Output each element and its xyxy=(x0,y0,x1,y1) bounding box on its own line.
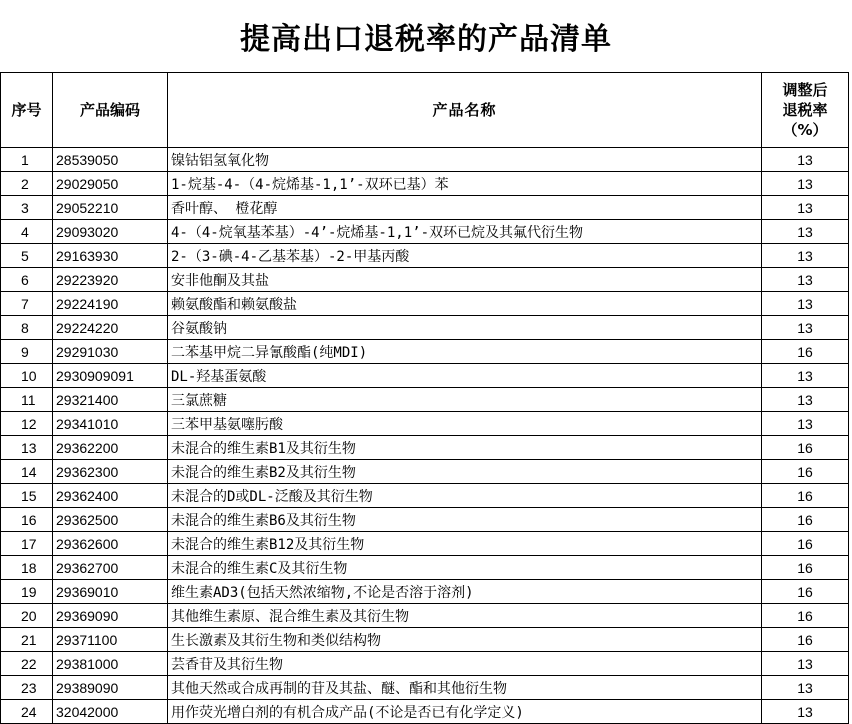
cell-rate: 16 xyxy=(762,556,849,580)
cell-code: 29321400 xyxy=(53,388,168,412)
cell-name: 二苯基甲烷二异氰酸酯(纯MDI) xyxy=(168,340,762,364)
cell-name: 赖氨酸酯和赖氨酸盐 xyxy=(168,292,762,316)
cell-code: 29381000 xyxy=(53,652,168,676)
cell-seq: 4 xyxy=(1,220,53,244)
cell-rate: 16 xyxy=(762,436,849,460)
cell-rate: 13 xyxy=(762,388,849,412)
cell-code: 29341010 xyxy=(53,412,168,436)
cell-rate: 13 xyxy=(762,700,849,724)
cell-seq: 19 xyxy=(1,580,53,604)
cell-seq: 16 xyxy=(1,508,53,532)
table-row xyxy=(1,220,849,244)
cell-name: 1-烷基-4-（4-烷烯基-1,1’-双环已基）苯 xyxy=(168,172,762,196)
table-row xyxy=(1,484,849,508)
cell-rate: 13 xyxy=(762,412,849,436)
header-rate xyxy=(762,73,849,148)
cell-seq: 22 xyxy=(1,652,53,676)
table-row xyxy=(1,364,849,388)
cell-seq: 11 xyxy=(1,388,53,412)
cell-code: 29093020 xyxy=(53,220,168,244)
cell-code: 29362600 xyxy=(53,532,168,556)
table-row xyxy=(1,292,849,316)
cell-code: 29029050 xyxy=(53,172,168,196)
cell-seq: 17 xyxy=(1,532,53,556)
cell-code: 29371100 xyxy=(53,628,168,652)
cell-rate: 13 xyxy=(762,268,849,292)
cell-code: 29389090 xyxy=(53,676,168,700)
cell-rate: 13 xyxy=(762,244,849,268)
cell-seq: 15 xyxy=(1,484,53,508)
cell-name: 三氯蔗糖 xyxy=(168,388,762,412)
cell-seq: 6 xyxy=(1,268,53,292)
product-table xyxy=(0,72,849,724)
table-row xyxy=(1,556,849,580)
cell-code: 29362300 xyxy=(53,460,168,484)
table-row xyxy=(1,244,849,268)
table-row xyxy=(1,652,849,676)
table-row xyxy=(1,604,849,628)
cell-name: 未混合的D或DL-泛酸及其衍生物 xyxy=(168,484,762,508)
table-row xyxy=(1,460,849,484)
cell-seq: 9 xyxy=(1,340,53,364)
header-name: 产品名称 xyxy=(168,73,762,148)
header-row xyxy=(1,73,849,148)
table-row xyxy=(1,196,849,220)
cell-code: 29362500 xyxy=(53,508,168,532)
cell-code: 29052210 xyxy=(53,196,168,220)
cell-seq: 14 xyxy=(1,460,53,484)
header-rate-line2: 退税率 xyxy=(782,101,828,119)
header-code: 产品编码 xyxy=(53,73,168,148)
cell-code: 29369090 xyxy=(53,604,168,628)
cell-name: 2-（3-碘-4-乙基苯基）-2-甲基丙酸 xyxy=(168,244,762,268)
cell-name: 镍钴铝氢氧化物 xyxy=(168,148,762,172)
table-row xyxy=(1,172,849,196)
cell-seq: 10 xyxy=(1,364,53,388)
cell-code: 29362700 xyxy=(53,556,168,580)
table-row xyxy=(1,148,849,172)
cell-seq: 23 xyxy=(1,676,53,700)
cell-seq: 13 xyxy=(1,436,53,460)
cell-name: DL-羟基蛋氨酸 xyxy=(168,364,762,388)
header-seq: 序号 xyxy=(1,73,53,148)
cell-rate: 16 xyxy=(762,628,849,652)
cell-rate: 16 xyxy=(762,532,849,556)
cell-code: 29362400 xyxy=(53,484,168,508)
cell-name: 三苯甲基氨噻肟酸 xyxy=(168,412,762,436)
cell-name: 安非他酮及其盐 xyxy=(168,268,762,292)
cell-code: 29224190 xyxy=(53,292,168,316)
table-row xyxy=(1,340,849,364)
cell-name: 未混合的维生素B1及其衍生物 xyxy=(168,436,762,460)
cell-name: 香叶醇、 橙花醇 xyxy=(168,196,762,220)
cell-name: 维生素AD3(包括天然浓缩物,不论是否溶于溶剂) xyxy=(168,580,762,604)
table-row xyxy=(1,628,849,652)
cell-name: 芸香苷及其衍生物 xyxy=(168,652,762,676)
table-row xyxy=(1,316,849,340)
cell-seq: 21 xyxy=(1,628,53,652)
header-rate-line3: （%） xyxy=(782,121,828,139)
table-body xyxy=(1,148,849,724)
cell-name: 其他维生素原、混合维生素及其衍生物 xyxy=(168,604,762,628)
cell-name: 用作荧光增白剂的有机合成产品(不论是否已有化学定义) xyxy=(168,700,762,724)
cell-rate: 16 xyxy=(762,340,849,364)
cell-seq: 12 xyxy=(1,412,53,436)
cell-seq: 3 xyxy=(1,196,53,220)
cell-rate: 13 xyxy=(762,652,849,676)
cell-code: 29362200 xyxy=(53,436,168,460)
cell-rate: 13 xyxy=(762,316,849,340)
cell-code: 32042000 xyxy=(53,700,168,724)
cell-seq: 1 xyxy=(1,148,53,172)
table-row xyxy=(1,532,849,556)
cell-rate: 13 xyxy=(762,292,849,316)
cell-seq: 8 xyxy=(1,316,53,340)
cell-seq: 24 xyxy=(1,700,53,724)
cell-seq: 2 xyxy=(1,172,53,196)
cell-name: 生长激素及其衍生物和类似结构物 xyxy=(168,628,762,652)
cell-rate: 16 xyxy=(762,460,849,484)
cell-rate: 13 xyxy=(762,676,849,700)
cell-code: 2930909091 xyxy=(53,364,168,388)
cell-seq: 7 xyxy=(1,292,53,316)
cell-seq: 18 xyxy=(1,556,53,580)
cell-name: 未混合的维生素B6及其衍生物 xyxy=(168,508,762,532)
cell-code: 29369010 xyxy=(53,580,168,604)
cell-rate: 13 xyxy=(762,220,849,244)
cell-name: 谷氨酸钠 xyxy=(168,316,762,340)
table-row xyxy=(1,700,849,724)
cell-name: 未混合的维生素B2及其衍生物 xyxy=(168,460,762,484)
cell-code: 29223920 xyxy=(53,268,168,292)
cell-rate: 16 xyxy=(762,604,849,628)
cell-name: 4-（4-烷氧基苯基）-4’-烷烯基-1,1’-双环已烷及其氟代衍生物 xyxy=(168,220,762,244)
table-row xyxy=(1,676,849,700)
cell-code: 29224220 xyxy=(53,316,168,340)
cell-code: 29291030 xyxy=(53,340,168,364)
header-rate-line1: 调整后 xyxy=(782,81,828,99)
cell-rate: 13 xyxy=(762,148,849,172)
table-row xyxy=(1,268,849,292)
table-row xyxy=(1,412,849,436)
table-row xyxy=(1,388,849,412)
cell-code: 28539050 xyxy=(53,148,168,172)
cell-rate: 16 xyxy=(762,484,849,508)
cell-seq: 20 xyxy=(1,604,53,628)
cell-rate: 13 xyxy=(762,196,849,220)
cell-name: 未混合的维生素B12及其衍生物 xyxy=(168,532,762,556)
table-row xyxy=(1,436,849,460)
cell-seq: 5 xyxy=(1,244,53,268)
cell-rate: 16 xyxy=(762,508,849,532)
table-row xyxy=(1,508,849,532)
page-title: 提高出口退税率的产品清单 xyxy=(240,22,612,57)
cell-rate: 13 xyxy=(762,364,849,388)
cell-rate: 16 xyxy=(762,580,849,604)
table-row xyxy=(1,580,849,604)
cell-rate: 13 xyxy=(762,172,849,196)
cell-name: 其他天然或合成再制的苷及其盐、醚、酯和其他衍生物 xyxy=(168,676,762,700)
cell-name: 未混合的维生素C及其衍生物 xyxy=(168,556,762,580)
cell-code: 29163930 xyxy=(53,244,168,268)
